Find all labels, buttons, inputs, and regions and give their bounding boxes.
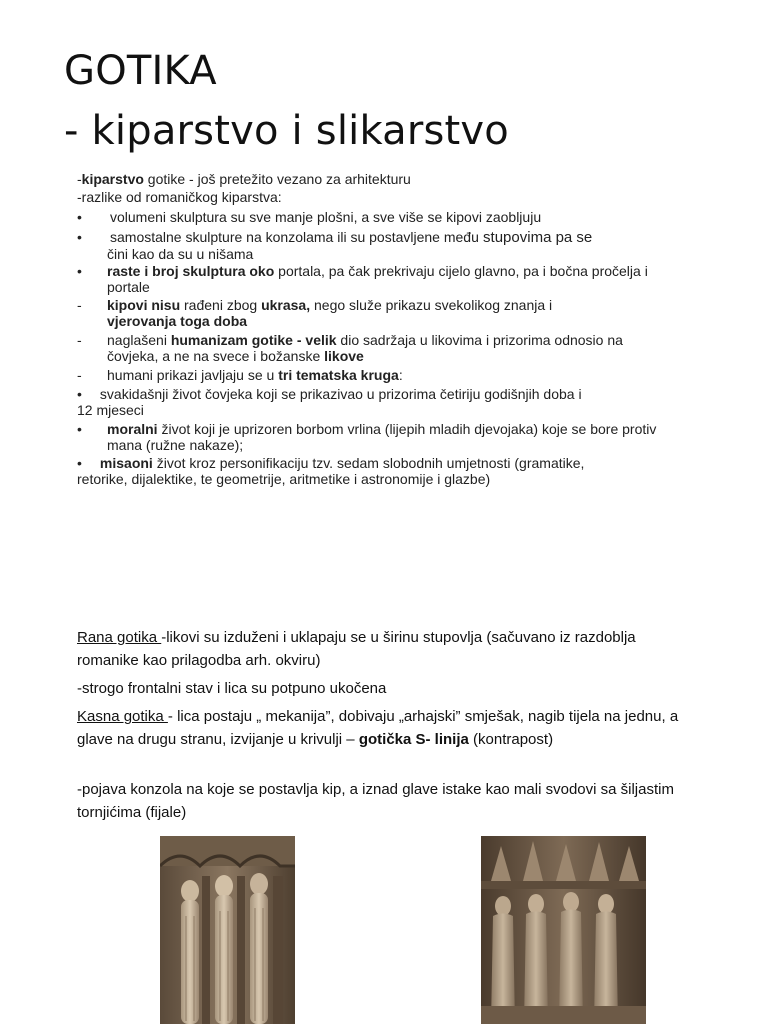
para-kasna-gotika: Kasna gotika - lica postaju „ mekanija”, dobivaju „arhajski” smješak, nagib tijela na jednu, a glave na drugu stranu, izvijanje u krivulji – gotička S- linija (kontrapost): [77, 708, 679, 748]
bullet-tri-kruga: - humani prikazi javljaju se u tri tematska kruga:: [77, 367, 403, 383]
bullet-volumeni: • volumeni skulptura su sve manje plošni, a sve više se kipovi zaobljuju: [77, 209, 542, 225]
para-konzole: -pojava konzola na koje se postavlja kip, a iznad glave istake kao mali svodovi sa šiljastim tornjićima (fijale): [77, 781, 674, 821]
bullet-kipovi: - kipovi nisu rađeni zbog ukrasa, nego služe prikazu svekolikog znanja i vjerovanja toga doba: [77, 297, 553, 329]
line-razlike: -razlike od romaničkog kiparstva:: [77, 189, 282, 205]
bullet-moralni: • moralni život koji je uprizoren borbom vrlina (lijepih mladih djevojaka) koje se bore protiv mana (ružne nakaze);: [77, 421, 657, 453]
late-gothic-statues-photo: [481, 836, 646, 1024]
bullet-svakidasnji: • svakidašnji život čovjeka koji se prikazivao u prizorima četiriju godišnjih doba i 12 mjeseci: [77, 386, 582, 418]
bullet-humanizam: - naglašeni humanizam gotike - velik dio sadržaja u likovima i prizorima odnosio na čovjeka, a ne na svece i božanske likove: [77, 332, 623, 364]
line-kiparstvo: -kiparstvo gotike - još pretežito vezano za arhitekturu: [77, 171, 411, 187]
bullet-misaoni: • misaoni život kroz personifikaciju tzv. sedam slobodnih umjetnosti (gramatike, retorike, dijalektike, te geometrije, aritmetike i astronomije i glazbe): [77, 455, 585, 487]
para-frontalni: -strogo frontalni stav i lica su potpuno ukočena: [77, 680, 387, 697]
bullet-raste: • raste i broj skulptura oko portala, pa čak prekrivaju cijelo glavno, pa i bočna pročelja i portale: [77, 263, 648, 295]
bullet-samostalne: • samostalne skulpture na konzolama ili su postavljene među stupovima pa se čini kao da su u nišama: [77, 229, 593, 262]
page-subtitle: - kiparstvo i slikarstvo: [64, 108, 509, 154]
early-gothic-statues-photo: [160, 836, 295, 1024]
para-rana-gotika: Rana gotika -likovi su izduženi i uklapaju se u širinu stupovlja (sačuvano iz razdoblja romanike kao prilagodba arh. okviru): [77, 629, 636, 669]
page-title: GOTIKA: [64, 48, 217, 94]
